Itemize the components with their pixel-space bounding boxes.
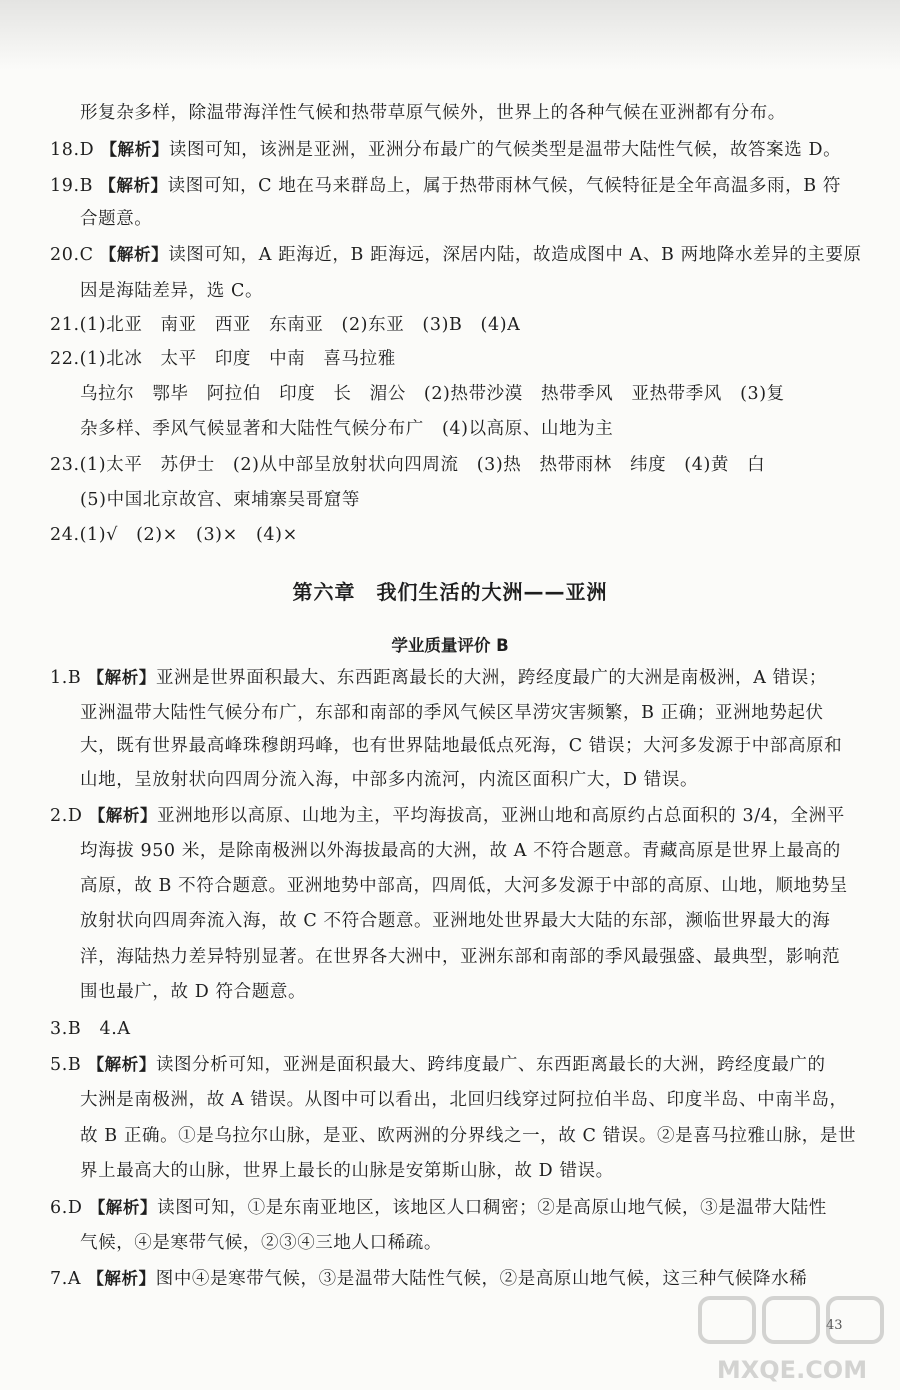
answer-line: 围也最广，故 D 符合题意。 xyxy=(80,982,307,1002)
answer-line: 19.B 【解析】读图可知，C 地在马来群岛上，属于热带雨林气候，气候特征是全年高温多雨，B 符 xyxy=(50,176,841,196)
chapter-title: 第六章 我们生活的大洲——亚洲 xyxy=(292,580,608,604)
section-title: 学业质量评价 B xyxy=(391,636,509,655)
answer-line: 18.D 【解析】读图可知，该洲是亚洲，亚洲分布最广的气候类型是温带大陆性气候，故答案选 D。 xyxy=(50,140,842,160)
answer-line: 气候，④是寒带气候，②③④三地人口稀疏。 xyxy=(80,1233,442,1253)
watermark-logo-icon xyxy=(690,1290,895,1385)
answer-line: 合题意。 xyxy=(80,209,153,229)
answer-line: 洋，海陆热力差异特别显著。在世界各大洲中，亚洲东部和南部的季风最强盛、最典型，影响范 xyxy=(80,947,841,967)
answer-line: 23.(1)太平 苏伊士 (2)从中部呈放射状向四周流 (3)热 热带雨林 纬度 (4)黄 白 xyxy=(50,455,766,475)
answer-line: (5)中国北京故宫、柬埔寨吴哥窟等 xyxy=(80,490,360,510)
answer-line: 7.A 【解析】图中④是寒带气候，③是温带大陆性气候，②是高原山地气候，这三种气候降水稀 xyxy=(50,1269,808,1289)
answer-line: 故 B 正确。①是乌拉尔山脉，是亚、欧两洲的分界线之一，故 C 错误。②是喜马拉雅山脉，是世 xyxy=(80,1126,857,1146)
answer-line: 2.D 【解析】亚洲地形以高原、山地为主，平均海拔高，亚洲山地和高原约占总面积的 3/4，全洲平 xyxy=(50,806,845,826)
answer-line: 6.D 【解析】读图可知，①是东南亚地区，该地区人口稠密；②是高原山地气候，③是温带大陆性 xyxy=(50,1198,827,1218)
answer-line: 均海拔 950 米，是除南极洲以外海拔最高的大洲，故 A 不符合题意。青藏高原是世界上最高的 xyxy=(80,841,841,861)
answer-line: 杂多样、季风气候显著和大陆性气候分布广 (4)以高原、山地为主 xyxy=(80,419,614,439)
answer-line: 3.B 4.A xyxy=(50,1019,131,1039)
answer-line: 乌拉尔 鄂毕 阿拉伯 印度 长 湄公 (2)热带沙漠 热带季风 亚热带季风 (3)复 xyxy=(80,384,785,404)
answer-line: 24.(1)√ (2)× (3)× (4)× xyxy=(50,525,298,545)
page-number: 43 xyxy=(826,1318,843,1333)
answer-line: 山地，呈放射状向四周分流入海，中部多内流河，内流区面积广大，D 错误。 xyxy=(80,770,699,790)
answer-line: 22.(1)北冰 太平 印度 中南 喜马拉雅 xyxy=(50,349,396,369)
answer-line: 形复杂多样，除温带海洋性气候和热带草原气候外，世界上的各种气候在亚洲都有分布。 xyxy=(80,103,786,123)
answer-line: 21.(1)北亚 南亚 西亚 东南亚 (2)东亚 (3)B (4)A xyxy=(50,315,521,335)
answer-line: 20.C 【解析】读图可知，A 距海近，B 距海远，深居内陆，故造成图中 A、B 两地降水差异的主要原 xyxy=(50,245,862,265)
answer-line: 高原，故 B 不符合题意。亚洲地势中部高，四周低，大河多发源于中部的高原、山地，顺地势呈 xyxy=(80,876,848,896)
answer-line: 放射状向四周奔流入海，故 C 不符合题意。亚洲地处世界最大大陆的东部，濒临世界最大的海 xyxy=(80,911,831,931)
answer-line: 大，既有世界最高峰珠穆朗玛峰，也有世界陆地最低点死海，C 错误；大河多发源于中部高原和 xyxy=(80,736,843,756)
watermark-text: MXQE.COM xyxy=(716,1356,868,1384)
answer-line: 1.B 【解析】亚洲是世界面积最大、东西距离最长的大洲，跨经度最广的大洲是南极洲，A 错误； xyxy=(50,668,827,688)
answer-line: 因是海陆差异，选 C。 xyxy=(80,281,264,301)
answer-line: 5.B 【解析】读图分析可知，亚洲是面积最大、跨纬度最广、东西距离最长的大洲，跨经度最广的 xyxy=(50,1055,826,1075)
answer-line: 亚洲温带大陆性气候分布广，东部和南部的季风气候区旱涝灾害频繁，B 正确；亚洲地势起伏 xyxy=(80,703,824,723)
answer-line: 大洲是南极洲，故 A 错误。从图中可以看出，北回归线穿过阿拉伯半岛、印度半岛、中南半岛， xyxy=(80,1090,848,1110)
answer-line: 界上最高大的山脉，世界上最长的山脉是安第斯山脉，故 D 错误。 xyxy=(80,1161,614,1181)
